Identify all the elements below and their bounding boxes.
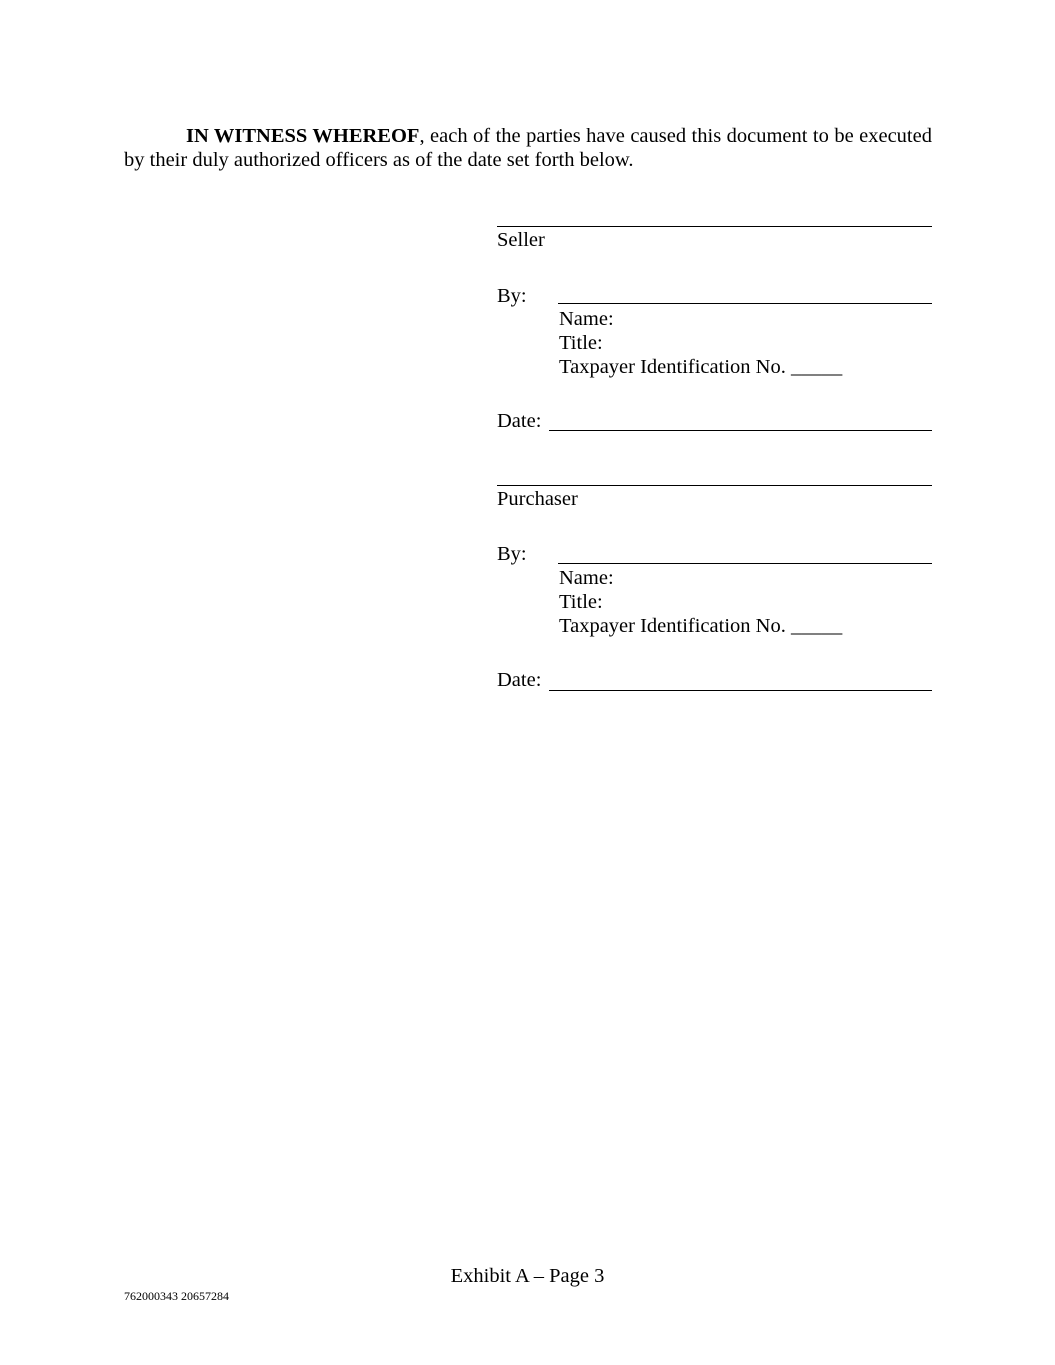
purchaser-signature-line — [497, 485, 932, 486]
seller-name-label: Name: — [559, 308, 614, 330]
purchaser-title-label: Title: — [559, 591, 603, 613]
seller-signature-block — [497, 212, 932, 442]
seller-date-line — [549, 430, 932, 431]
page-footer-label: Exhibit A – Page 3 — [450, 1265, 605, 1287]
witness-heading: IN WITNESS WHEREOF — [186, 125, 420, 147]
seller-title-label: Title: — [559, 332, 603, 354]
purchaser-name-label: Name: — [559, 567, 614, 589]
purchaser-date-label: Date: — [497, 669, 542, 691]
purchaser-signature-block — [497, 472, 932, 702]
purchaser-tin-label: Taxpayer Identification No. _____ — [559, 615, 843, 637]
purchaser-by-label: By: — [497, 543, 527, 565]
document-id: 762000343 20657284 — [124, 1289, 229, 1303]
witness-paragraph — [124, 124, 932, 172]
seller-by-label: By: — [497, 285, 527, 307]
purchaser-label: Purchaser — [497, 488, 578, 510]
witness-text: , each of the parties have caused this document to be executed by their duly authorized officers as of the date set forth below. — [124, 125, 932, 171]
seller-date-label: Date: — [497, 410, 542, 432]
purchaser-date-line — [549, 690, 932, 691]
purchaser-by-line — [558, 563, 932, 564]
seller-tin-label: Taxpayer Identification No. _____ — [559, 356, 843, 378]
seller-by-line — [558, 303, 932, 304]
seller-label: Seller — [497, 229, 545, 251]
seller-signature-line — [497, 226, 932, 227]
